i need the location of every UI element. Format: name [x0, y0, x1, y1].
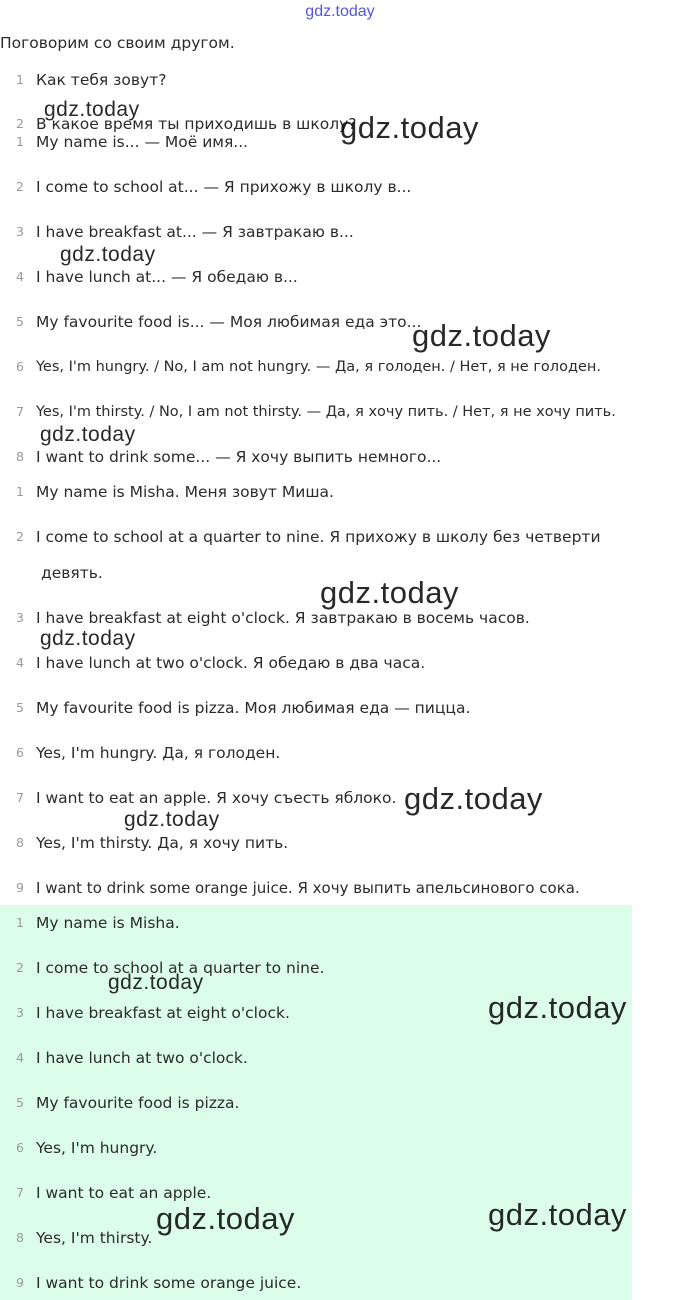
- list-item: [0, 876, 680, 900]
- item-number: 2: [16, 116, 24, 131]
- item-text: I come to school at... — Я прихожу в школу в...: [36, 178, 412, 196]
- item-text: My favourite food is pizza. Моя любимая еда — пицца.: [36, 699, 471, 717]
- item-text: Yes, I'm hungry.: [36, 1139, 158, 1157]
- watermark: gdz.today: [488, 1197, 627, 1232]
- item-text: I have breakfast at eight o'clock.: [36, 1004, 290, 1022]
- item-text: Yes, I'm thirsty.: [36, 1229, 153, 1247]
- top-watermark: gdz.today: [305, 3, 375, 20]
- item-number: 8: [16, 1230, 24, 1245]
- list-item: [0, 265, 680, 289]
- answer-item: [0, 1091, 680, 1115]
- list-item: [0, 355, 680, 379]
- watermark: gdz.today: [320, 575, 459, 610]
- item-number: 8: [16, 835, 24, 850]
- item-text: I want to eat an apple. Я хочу съесть яблоко.: [36, 789, 397, 807]
- item-text: I want to eat an apple.: [36, 1184, 212, 1202]
- list-item: [0, 310, 680, 334]
- item-text: Yes, I'm thirsty. / No, I am not thirsty. — Да, я хочу пить. / Нет, я не хочу пить.: [36, 404, 616, 420]
- list-item: [0, 400, 680, 424]
- item-number: 5: [16, 314, 24, 329]
- list-item: [0, 741, 680, 765]
- list-item: [0, 480, 680, 504]
- item-text: I want to drink some... — Я хочу выпить немного...: [36, 448, 442, 466]
- watermark: gdz.today: [124, 808, 220, 831]
- item-text: I have lunch at two o'clock. Я обедаю в два часа.: [36, 654, 426, 672]
- item-text: I come to school at a quarter to nine.: [36, 959, 325, 977]
- watermark: gdz.today: [40, 627, 136, 650]
- list-item: [0, 651, 680, 675]
- watermark: gdz.today: [60, 243, 156, 266]
- item-text: Yes, I'm hungry. Да, я голоден.: [36, 744, 281, 762]
- item-text: I want to drink some orange juice. Я хочу выпить апельсинового сока.: [36, 879, 580, 897]
- watermark: gdz.today: [156, 1201, 295, 1236]
- item-number: 2: [16, 179, 24, 194]
- answer-item: [0, 1046, 680, 1070]
- list-item: [0, 175, 680, 199]
- item-text: I have lunch at two o'clock.: [36, 1049, 248, 1067]
- item-number: 6: [16, 1140, 24, 1155]
- item-text: I come to school at a quarter to nine. Я прихожу в школу без четверти: [36, 528, 601, 546]
- item-text: My name is Misha.: [36, 914, 180, 932]
- item-number: 3: [16, 610, 24, 625]
- item-number: 4: [16, 1050, 24, 1065]
- item-number: 5: [16, 1095, 24, 1110]
- item-text: В какое время ты приходишь в школу?: [36, 115, 357, 133]
- list-item: [0, 831, 680, 855]
- list-item: [0, 445, 680, 469]
- item-number: 3: [16, 224, 24, 239]
- item-text: I have breakfast at... — Я завтракаю в...: [36, 223, 354, 241]
- item-number: 6: [16, 745, 24, 760]
- item-number: 9: [16, 880, 24, 895]
- list-item: [0, 696, 680, 720]
- answer-item: [0, 956, 680, 980]
- item-number: 9: [16, 1275, 24, 1290]
- watermark: gdz.today: [40, 423, 136, 446]
- item-text: My favourite food is pizza.: [36, 1094, 240, 1112]
- item-text-continuation: девять.: [41, 564, 103, 582]
- item-number: 7: [16, 1185, 24, 1200]
- item-number: 1: [16, 484, 24, 499]
- answer-item: [0, 911, 680, 935]
- item-number: 4: [16, 269, 24, 284]
- item-number: 2: [16, 960, 24, 975]
- item-text: I have breakfast at eight o'clock. Я завтракаю в восемь часов.: [36, 609, 530, 627]
- item-number: 1: [16, 134, 24, 149]
- item-number: 4: [16, 655, 24, 670]
- answer-item: [0, 1136, 680, 1160]
- item-number: 2: [16, 529, 24, 544]
- item-text: Yes, I'm hungry. / No, I am not hungry. — Да, я голоден. / Нет, я не голоден.: [36, 359, 601, 375]
- item-number: 7: [16, 790, 24, 805]
- item-number: 6: [16, 359, 24, 374]
- answer-item: [0, 1271, 680, 1295]
- watermark: gdz.today: [488, 990, 627, 1025]
- list-item: [0, 525, 680, 549]
- item-text: Yes, I'm thirsty. Да, я хочу пить.: [36, 834, 289, 852]
- item-text: Как тебя зовут?: [36, 71, 167, 89]
- watermark: gdz.today: [44, 98, 140, 121]
- task-instruction: Поговорим со своим другом.: [0, 34, 235, 52]
- item-text: My name is... — Моё имя...: [36, 133, 249, 151]
- item-text: I have lunch at... — Я обедаю в...: [36, 268, 298, 286]
- item-number: 3: [16, 1005, 24, 1020]
- item-number: 5: [16, 700, 24, 715]
- item-number: 8: [16, 449, 24, 464]
- item-text: My favourite food is... — Моя любимая еда это...: [36, 313, 422, 331]
- watermark: gdz.today: [340, 110, 479, 145]
- list-item: [0, 786, 680, 810]
- watermark: gdz.today: [412, 318, 551, 353]
- list-item: [0, 68, 680, 92]
- item-text: My name is Misha. Меня зовут Миша.: [36, 483, 334, 501]
- watermark: gdz.today: [404, 781, 543, 816]
- item-number: 7: [16, 404, 24, 419]
- list-item: [0, 220, 680, 244]
- watermark: gdz.today: [108, 971, 204, 994]
- item-text: I want to drink some orange juice.: [36, 1274, 302, 1292]
- item-number: 1: [16, 72, 24, 87]
- item-number: 1: [16, 915, 24, 930]
